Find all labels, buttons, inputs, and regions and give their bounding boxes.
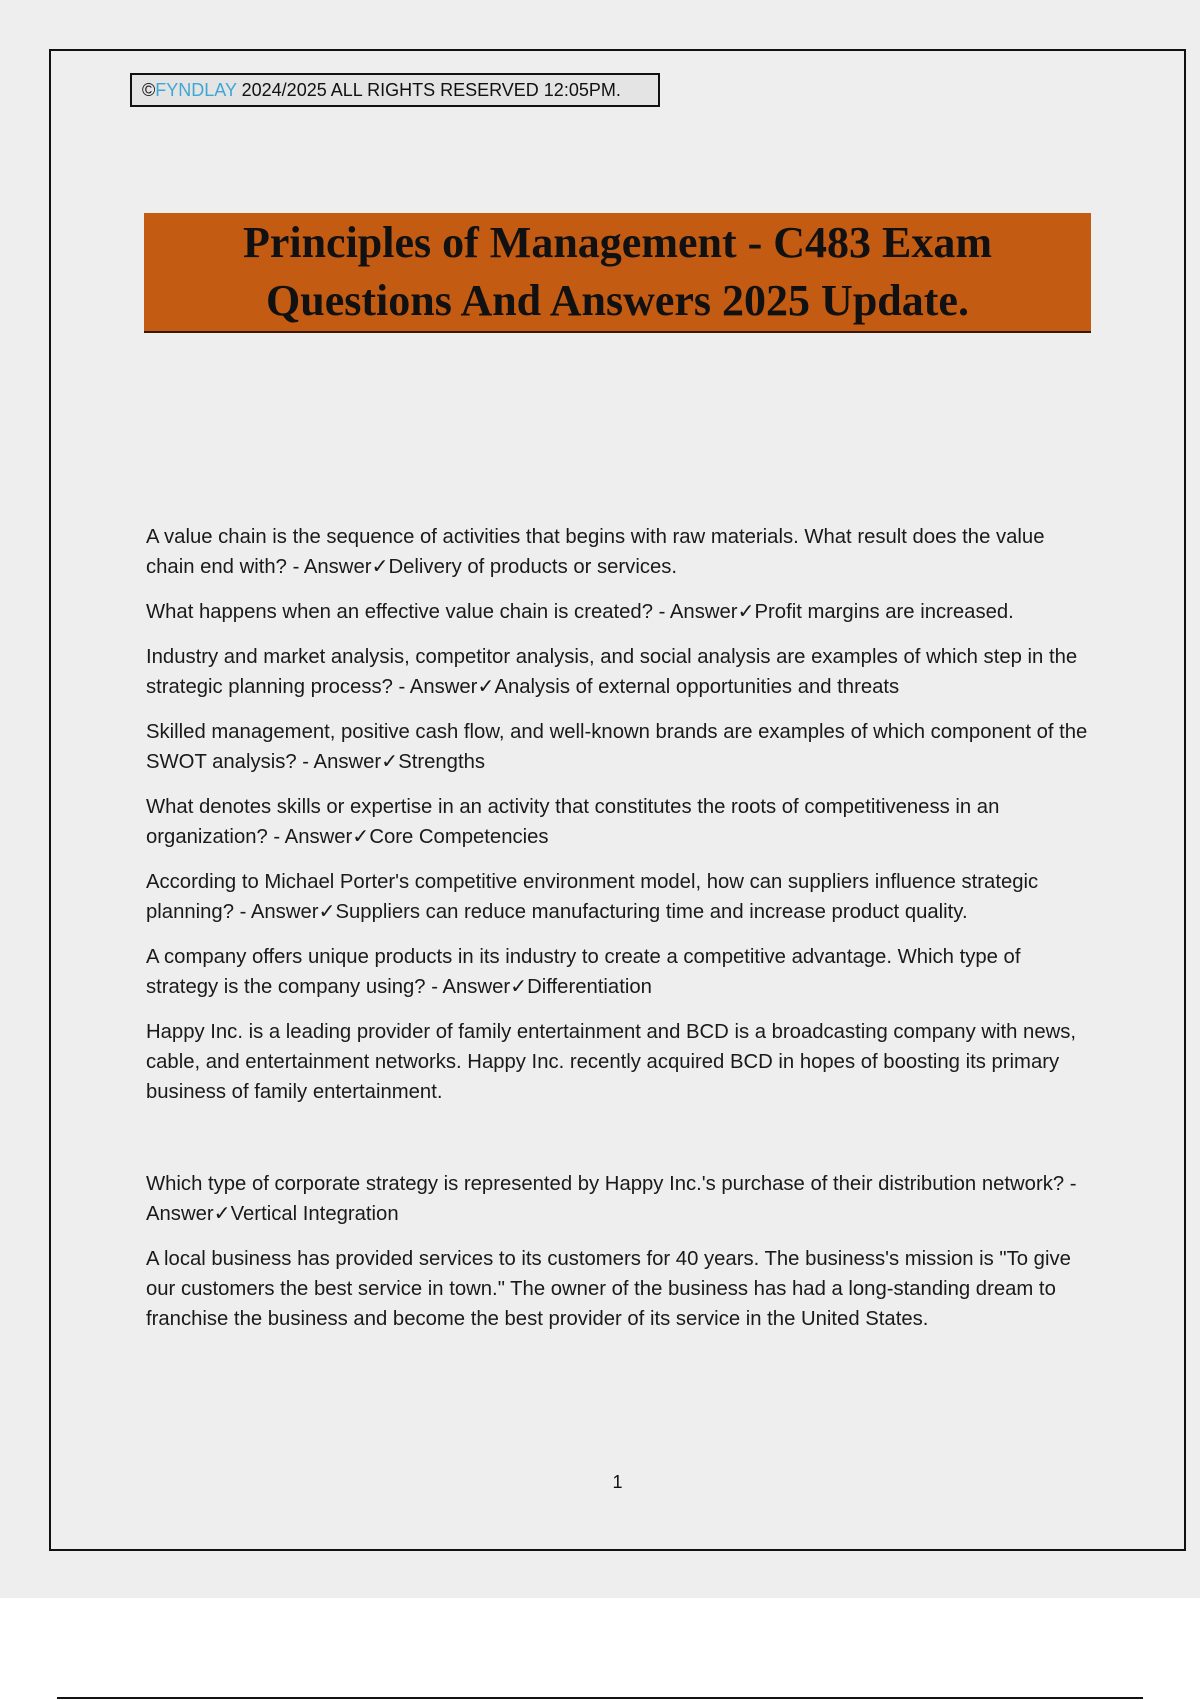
answer-marker: - Answer✓	[652, 601, 755, 623]
document-title	[168, 214, 1068, 330]
brand-name: FYNDLAY	[155, 80, 237, 100]
qa-item	[146, 792, 1096, 852]
title-banner	[144, 213, 1091, 333]
question-text: What denotes skills or expertise in an activity that constitutes the roots of competitiveness in an organization?	[146, 796, 1000, 848]
page-number: 1	[612, 1472, 623, 1492]
question-text: Which type of corporate strategy is represented by Happy Inc.'s purchase of their distribution network?	[146, 1173, 1065, 1195]
answer-marker: - Answer✓	[267, 826, 370, 848]
answer-marker: - Answer✓	[146, 1173, 1077, 1225]
answer-marker: - Answer✓	[425, 976, 528, 998]
question-text: What happens when an effective value chain is created?	[146, 601, 653, 623]
answer-text: Profit margins are increased.	[754, 601, 1014, 623]
scenario-paragraph: Happy Inc. is a leading provider of family entertainment and BCD is a broadcasting company with news, cable, and entertainment networks. Happy Inc. recently acquired BCD in hopes of boosting its primary business of family entertainment.	[146, 1021, 1077, 1103]
rights-notice: 2024/2025 ALL RIGHTS RESERVED 12:05PM.	[236, 80, 621, 100]
question-text: According to Michael Porter's competitive environment model, how can suppliers influence strategic planning?	[146, 871, 1039, 923]
answer-text: Strengths	[398, 751, 485, 773]
qa-item	[146, 717, 1096, 777]
answer-text: Delivery of products or services.	[388, 556, 678, 578]
copyright-notice	[130, 73, 660, 107]
qa-item	[146, 597, 1096, 627]
answer-text: Vertical Integration	[230, 1203, 399, 1225]
answer-marker: - Answer✓	[296, 751, 399, 773]
qa-item	[146, 522, 1096, 582]
question-text: Skilled management, positive cash flow, and well-known brands are examples of which component of the SWOT analysis?	[146, 721, 1088, 773]
qa-list	[146, 522, 1096, 1349]
copyright-symbol: ©	[142, 80, 156, 100]
qa-item	[146, 867, 1096, 927]
title-line-1: Principles of Management - C483 Exam	[242, 218, 993, 267]
answer-text: Core Competencies	[369, 826, 549, 848]
title-line-2: Questions And Answers 2025 Update.	[266, 276, 969, 325]
answer-marker: - Answer✓	[286, 556, 389, 578]
question-text: A company offers unique products in its industry to create a competitive advantage. Which type of strategy is the company using?	[146, 946, 1021, 998]
qa-item	[146, 1169, 1096, 1229]
answer-marker: - Answer✓	[233, 901, 336, 923]
question-text: A value chain is the sequence of activities that begins with raw materials. What result does the value chain end with?	[146, 526, 1045, 578]
answer-text: Differentiation	[527, 976, 652, 998]
next-page-rule	[57, 1697, 1143, 1699]
qa-item	[146, 942, 1096, 1002]
answer-text: Analysis of external opportunities and threats	[494, 676, 900, 698]
answer-marker: - Answer✓	[392, 676, 495, 698]
question-text: Industry and market analysis, competitor analysis, and social analysis are examples of which step in the strategic planning process?	[146, 646, 1078, 698]
scenario-paragraph: A local business has provided services to its customers for 40 years. The business's mission is "To give our customers the best service in town." The owner of the business has had a long-standing dream to franchise the business and become the best provider of its service in the United States.	[146, 1248, 1071, 1330]
answer-text: Suppliers can reduce manufacturing time and increase product quality.	[335, 901, 968, 923]
qa-item	[146, 642, 1096, 702]
